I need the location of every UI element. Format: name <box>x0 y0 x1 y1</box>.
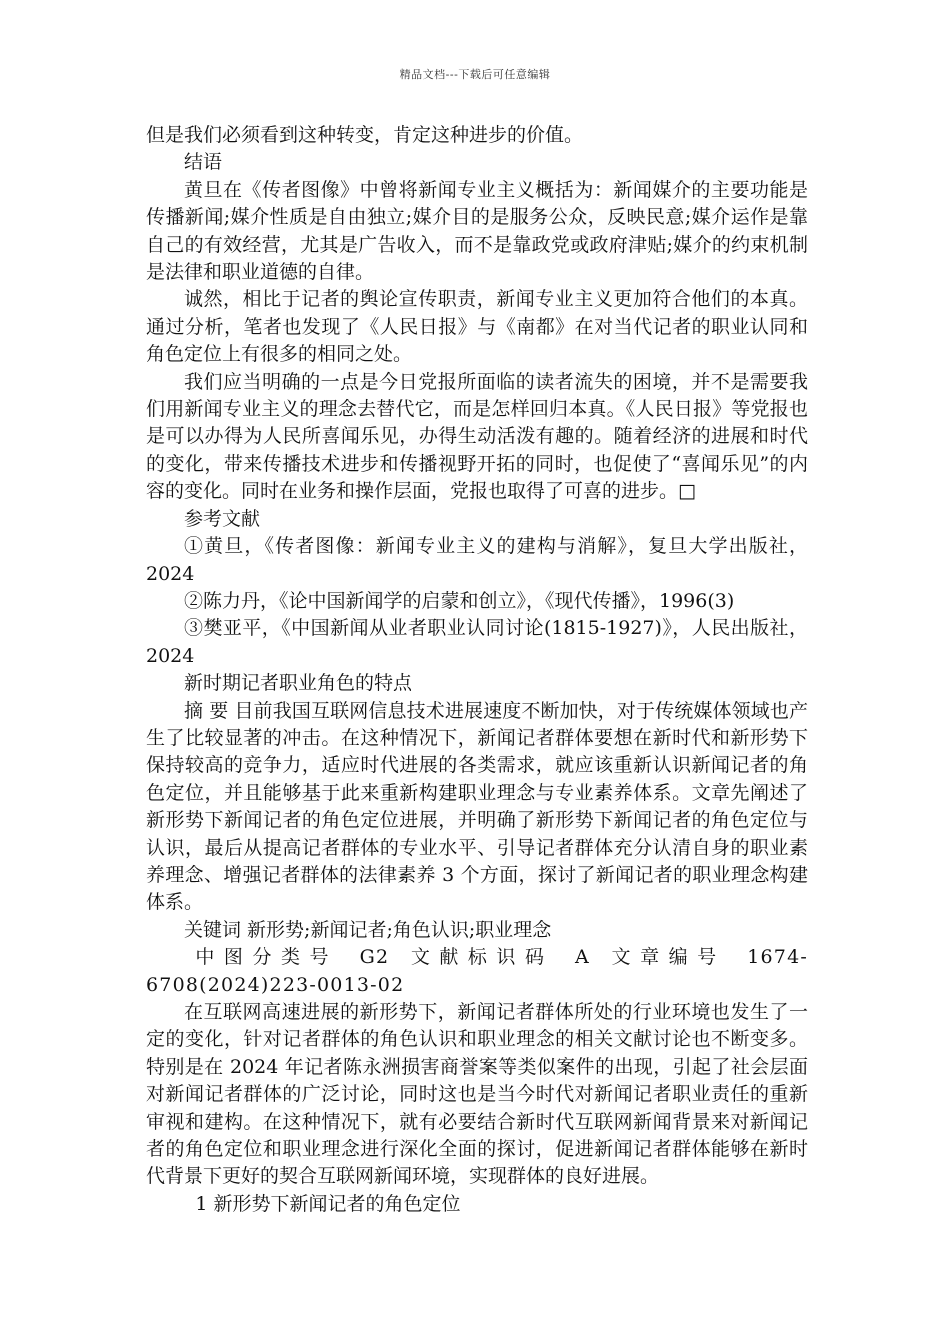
document-body <box>146 122 808 1218</box>
paragraph: 我们应当明确的一点是今日党报所面临的读者流失的困境，并不是需要我们用新闻专业主义的理念去替代它，而是怎样回归本真。《人民日报》等党报也是可以办得为人民所喜闻乐见，办得生动活泼有趣的。随着经济的进展和时代的变化，带来传播技术进步和传播视野开拓的同时，也促使了“喜闻乐见”的内容的变化。同时在业务和操作层面，党报也取得了可喜的进步。□ <box>146 370 808 503</box>
reference-item: ②陈力丹，《论中国新闻学的启蒙和创立》，《现代传播》，1996(3) <box>184 589 735 612</box>
keywords: 关键词 新形势;新闻记者;角色认识;职业理念 <box>184 918 552 941</box>
reference-item: ①黄旦，《传者图像：新闻专业主义的建构与消解》，复旦大学出版社，2024 <box>146 535 808 585</box>
paragraph: 诚然，相比于记者的舆论宣传职责，新闻专业主义更加符合他们的本真。通过分析，笔者也发现了《人民日报》与《南都》在对当代记者的职业认同和角色定位上有很多的相同之处。 <box>146 288 808 366</box>
article-title: 新时期记者职业角色的特点 <box>184 672 413 695</box>
section-heading-references: 参考文献 <box>184 507 261 530</box>
paragraph: 在互联网高速进展的新形势下，新闻记者群体所处的行业环境也发生了一定的变化，针对记者群体的角色认识和职业理念的相关文献讨论也不断变多。特别是在 2024 年记者陈永洲损害商誉案等类似案件的出现，引起了社会层面对新闻记者群体的广泛讨论，同时这也是当今时代对新闻记者职业责任的重新审视和建构。在这种情况下，就有必要结合新时代互联网新闻背景来对新闻记者的角色定位和职业理念进行深化全面的探讨，促进新闻记者群体能够在新时代背景下更好的契合互联网新闻环境，实现群体的良好进展。 <box>146 1001 808 1188</box>
section-heading-conclusion: 结语 <box>184 151 223 174</box>
classification-codes: 中图分类号 G2 文献标识码 A 文章编号 1674-6708(2024)223-0013-02 <box>146 946 808 996</box>
paragraph-continuation: 但是我们必须看到这种转变，肯定这种进步的价值。 <box>146 124 584 146</box>
abstract: 摘 要 目前我国互联网信息技术进展速度不断加快，对于传统媒体领域也产生了比较显著的冲击。在这种情况下，新闻记者群体要想在新时代和新形势下保持较高的竞争力，适应时代进展的各类需求，就应该重新认识新闻记者的角色定位，并且能够基于此来重新构建职业理念与专业素养体系。文章先阐述了新形势下新闻记者的角色定位进展，并明确了新形势下新闻记者的角色定位与认识，最后从提高记者群体的专业水平、引导记者群体充分认清自身的职业素养理念、增强记者群体的法律素养 3 个方面，探讨了新闻记者的职业理念构建体系。 <box>146 699 808 914</box>
section-heading: 1 新形势下新闻记者的角色定位 <box>195 1192 461 1215</box>
paragraph: 黄旦在《传者图像》中曾将新闻专业主义概括为：新闻媒介的主要功能是传播新闻;媒介性质是自由独立;媒介目的是服务公众，反映民意;媒介运作是靠自己的有效经营，尤其是广告收入，而不是靠政党或政府津贴;媒介的约束机制是法律和职业道德的自律。 <box>146 178 808 284</box>
page-header: 精品文档---下载后可任意编辑 <box>399 68 551 81</box>
reference-item: ③樊亚平，《中国新闻从业者职业认同讨论(1815-1927)》，人民出版社，2024 <box>146 617 808 667</box>
